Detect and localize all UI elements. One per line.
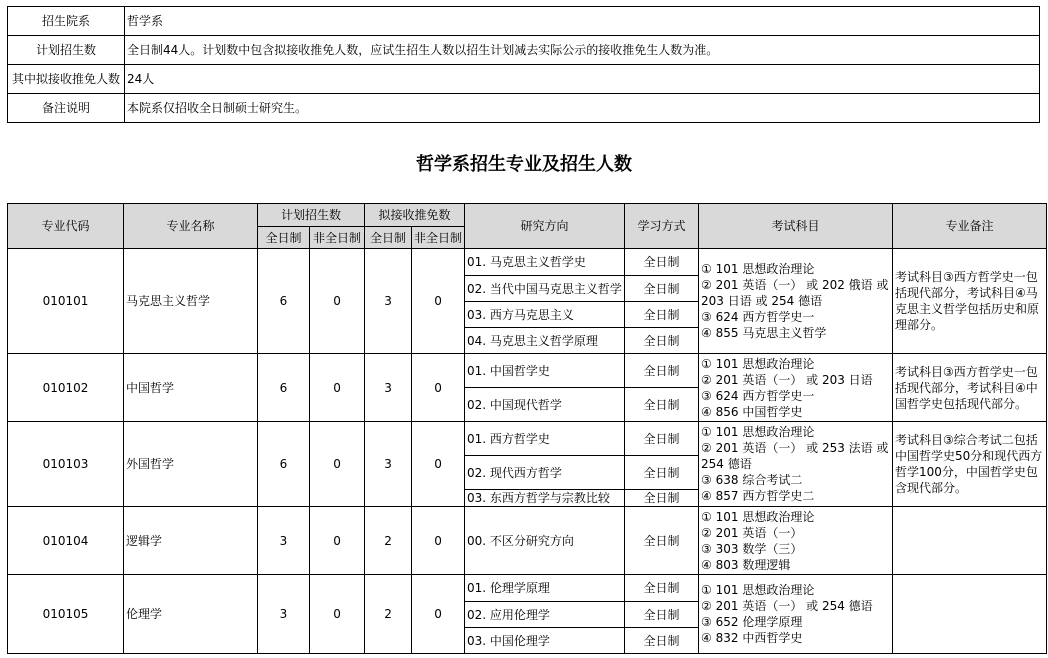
major-code: 010101 bbox=[8, 249, 124, 354]
study-mode: 全日制 bbox=[625, 302, 699, 328]
plan-full: 6 bbox=[258, 354, 310, 422]
major-note bbox=[893, 575, 1047, 654]
rec-full: 3 bbox=[365, 354, 412, 422]
rec-full: 3 bbox=[365, 422, 412, 507]
major-code: 010102 bbox=[8, 354, 124, 422]
info-label: 其中拟接收推免人数 bbox=[8, 65, 125, 94]
table-row bbox=[8, 249, 1047, 276]
exam-line: ① 101 思想政治理论 bbox=[701, 356, 815, 371]
study-mode: 全日制 bbox=[625, 602, 699, 628]
plan-part: 0 bbox=[310, 249, 365, 354]
direction-name: 02. 应用伦理学 bbox=[465, 602, 625, 628]
info-row bbox=[8, 7, 1040, 36]
study-mode: 全日制 bbox=[625, 249, 699, 276]
direction-name: 01. 中国哲学史 bbox=[465, 354, 625, 388]
rec-part: 0 bbox=[412, 507, 465, 575]
exam-subjects bbox=[699, 354, 893, 422]
header-note: 专业备注 bbox=[893, 204, 1047, 249]
plan-part: 0 bbox=[310, 422, 365, 507]
major-name: 中国哲学 bbox=[124, 354, 258, 422]
plan-part: 0 bbox=[310, 354, 365, 422]
exam-line: ③ 652 伦理学原理 bbox=[701, 615, 803, 629]
exam-line: ④ 856 中国哲学史 bbox=[701, 404, 803, 419]
direction-name: 00. 不区分研究方向 bbox=[465, 507, 625, 575]
direction-name: 01. 马克思主义哲学史 bbox=[465, 249, 625, 276]
header-direction: 研究方向 bbox=[465, 204, 625, 249]
exam-line: ④ 857 西方哲学史二 bbox=[701, 489, 815, 503]
exam-line: ③ 303 数学（三） bbox=[701, 541, 803, 556]
study-mode: 全日制 bbox=[625, 628, 699, 654]
study-mode: 全日制 bbox=[625, 276, 699, 302]
study-mode: 全日制 bbox=[625, 328, 699, 354]
rec-part: 0 bbox=[412, 422, 465, 507]
header-exam: 考试科目 bbox=[699, 204, 893, 249]
info-value: 本院系仅招收全日制硕士研究生。 bbox=[125, 94, 1040, 123]
info-label: 计划招生数 bbox=[8, 36, 125, 65]
rec-part: 0 bbox=[412, 354, 465, 422]
info-label: 招生院系 bbox=[8, 7, 125, 36]
major-note: 考试科目③西方哲学史一包括现代部分，考试科目④马克思主义哲学包括历史和原理部分。 bbox=[893, 249, 1047, 354]
header-plan-full: 全日制 bbox=[258, 227, 310, 249]
plan-full: 6 bbox=[258, 422, 310, 507]
study-mode: 全日制 bbox=[625, 354, 699, 388]
exam-line: ④ 803 数理逻辑 bbox=[701, 557, 791, 572]
major-note: 考试科目③西方哲学史一包括现代部分，考试科目④中国哲学史包括现代部分。 bbox=[893, 354, 1047, 422]
rec-part: 0 bbox=[412, 575, 465, 654]
plan-full: 3 bbox=[258, 575, 310, 654]
info-row bbox=[8, 36, 1040, 65]
exam-line: ① 101 思想政治理论 bbox=[701, 583, 815, 597]
admission-info-table bbox=[7, 6, 1040, 123]
info-value: 哲学系 bbox=[125, 7, 1040, 36]
study-mode: 全日制 bbox=[625, 456, 699, 490]
header-plan: 计划招生数 bbox=[258, 204, 365, 227]
info-row bbox=[8, 65, 1040, 94]
exam-line: ① 101 思想政治理论 bbox=[701, 509, 815, 524]
rec-full: 2 bbox=[365, 507, 412, 575]
rec-part: 0 bbox=[412, 249, 465, 354]
exam-line: ③ 624 西方哲学史一 bbox=[701, 310, 815, 324]
direction-name: 01. 西方哲学史 bbox=[465, 422, 625, 456]
table-row bbox=[8, 354, 1047, 388]
exam-subjects bbox=[699, 575, 893, 654]
direction-name: 04. 马克思主义哲学原理 bbox=[465, 328, 625, 354]
header-name: 专业名称 bbox=[124, 204, 258, 249]
exam-line: ② 201 英语（一） 或 202 俄语 或 bbox=[701, 278, 889, 292]
table-row bbox=[8, 422, 1047, 456]
header-mode: 学习方式 bbox=[625, 204, 699, 249]
header-code: 专业代码 bbox=[8, 204, 124, 249]
direction-name: 03. 中国伦理学 bbox=[465, 628, 625, 654]
info-value: 全日制44人。计划数中包含拟接收推免人数，应试生招生人数以招生计划减去实际公示的接收推免生人数为准。 bbox=[125, 36, 1040, 65]
exam-line: ① 101 思想政治理论 bbox=[701, 262, 815, 276]
major-code: 010105 bbox=[8, 575, 124, 654]
study-mode: 全日制 bbox=[625, 422, 699, 456]
majors-table bbox=[7, 203, 1047, 654]
exam-subjects bbox=[699, 507, 893, 575]
exam-line: ④ 855 马克思主义哲学 bbox=[701, 326, 827, 340]
exam-line: ④ 832 中西哲学史 bbox=[701, 631, 803, 645]
rec-full: 3 bbox=[365, 249, 412, 354]
major-note bbox=[893, 507, 1047, 575]
header-plan-part: 非全日制 bbox=[310, 227, 365, 249]
direction-name: 02. 当代中国马克思主义哲学 bbox=[465, 276, 625, 302]
study-mode: 全日制 bbox=[625, 507, 699, 575]
major-code: 010104 bbox=[8, 507, 124, 575]
header-rec-part: 非全日制 bbox=[412, 227, 465, 249]
plan-full: 3 bbox=[258, 507, 310, 575]
exam-line: 254 德语 bbox=[701, 457, 752, 471]
header-rec-full: 全日制 bbox=[365, 227, 412, 249]
major-code: 010103 bbox=[8, 422, 124, 507]
exam-line: ③ 638 综合考试二 bbox=[701, 473, 803, 487]
exam-line: 203 日语 或 254 德语 bbox=[701, 294, 823, 308]
major-note: 考试科目③综合考试二包括中国哲学史50分和现代西方哲学100分，中国哲学史包含现代部分。 bbox=[893, 422, 1047, 507]
plan-part: 0 bbox=[310, 575, 365, 654]
study-mode: 全日制 bbox=[625, 490, 699, 507]
direction-name: 01. 伦理学原理 bbox=[465, 575, 625, 602]
exam-line: ③ 624 西方哲学史一 bbox=[701, 388, 815, 403]
exam-line: ② 201 英语（一） 或 254 德语 bbox=[701, 599, 873, 613]
major-name: 逻辑学 bbox=[124, 507, 258, 575]
plan-part: 0 bbox=[310, 507, 365, 575]
exam-line: ② 201 英语（一） 或 253 法语 或 bbox=[701, 441, 889, 455]
info-label: 备注说明 bbox=[8, 94, 125, 123]
header-recommend: 拟接收推免数 bbox=[365, 204, 465, 227]
major-name: 伦理学 bbox=[124, 575, 258, 654]
direction-name: 03. 东西方哲学与宗教比较 bbox=[465, 490, 625, 507]
study-mode: 全日制 bbox=[625, 575, 699, 602]
major-name: 外国哲学 bbox=[124, 422, 258, 507]
study-mode: 全日制 bbox=[625, 388, 699, 422]
rec-full: 2 bbox=[365, 575, 412, 654]
table-row bbox=[8, 575, 1047, 602]
table-row bbox=[8, 507, 1047, 575]
page-title: 哲学系招生专业及招生人数 bbox=[416, 154, 632, 175]
exam-line: ② 201 英语（一） bbox=[701, 525, 803, 540]
info-value: 24人 bbox=[125, 65, 1040, 94]
direction-name: 02. 中国现代哲学 bbox=[465, 388, 625, 422]
plan-full: 6 bbox=[258, 249, 310, 354]
exam-line: ② 201 英语（一） 或 203 日语 bbox=[701, 372, 873, 387]
info-row bbox=[8, 94, 1040, 123]
exam-subjects bbox=[699, 422, 893, 507]
direction-name: 02. 现代西方哲学 bbox=[465, 456, 625, 490]
direction-name: 03. 西方马克思主义 bbox=[465, 302, 625, 328]
major-name: 马克思主义哲学 bbox=[124, 249, 258, 354]
exam-subjects bbox=[699, 249, 893, 354]
exam-line: ① 101 思想政治理论 bbox=[701, 425, 815, 439]
